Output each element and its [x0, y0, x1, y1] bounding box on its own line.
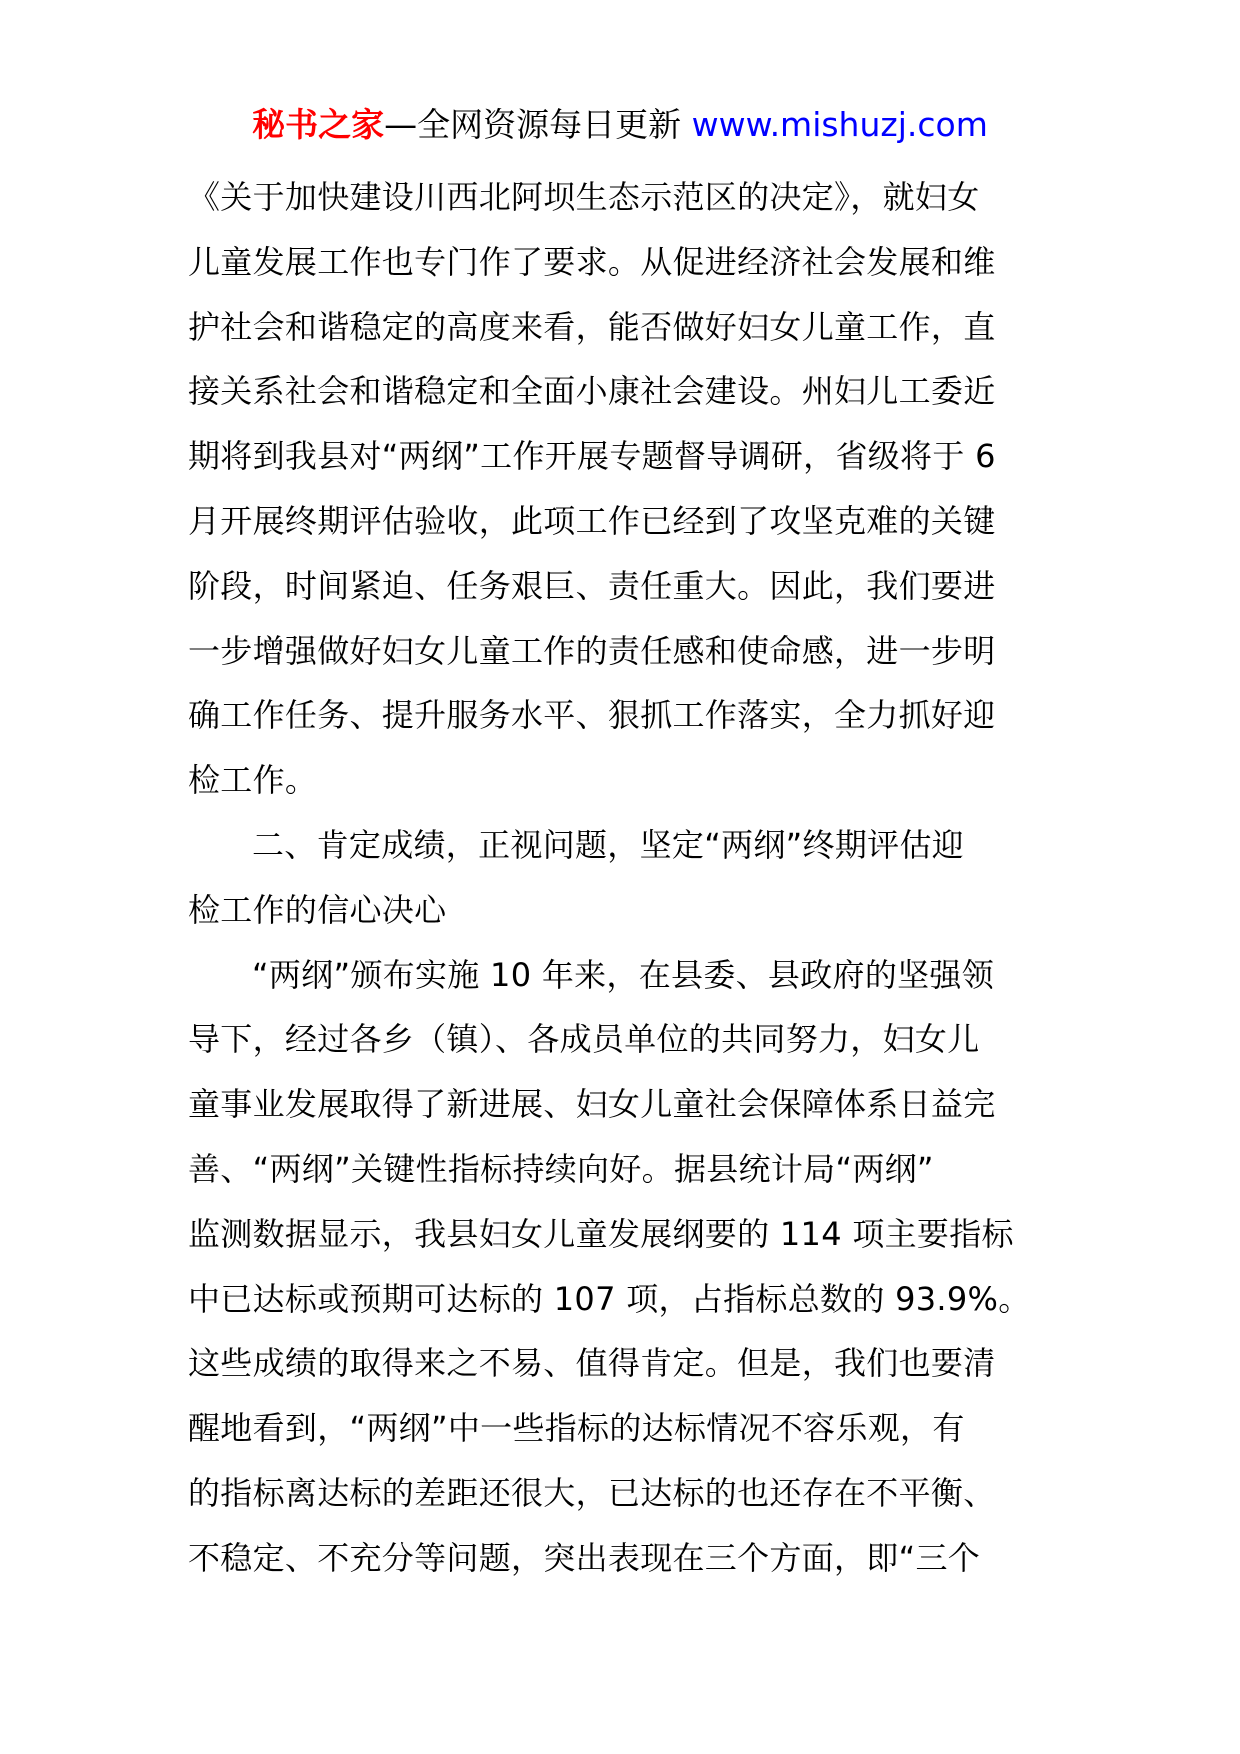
section-heading: 二、肯定成绩，正视问题，坚定“两纲”终期评估迎: [252, 825, 965, 864]
header-tagline: —全网资源每日更新: [384, 105, 682, 144]
body-line: 这些成绩的取得来之不易、值得肯定。但是，我们也要清: [188, 1344, 996, 1383]
page-header: [0, 100, 1240, 150]
body-line: 期将到我县对“两纲”工作开展专题督导调研，省级将于 6: [188, 437, 996, 476]
body-line: 监测数据显示，我县妇女儿童发展纲要的 114 项主要指标: [188, 1214, 1014, 1253]
body-line: 导下，经过各乡（镇）、各成员单位的共同努力，妇女儿: [188, 1020, 980, 1059]
body-line: 中已达标或预期可达标的 107 项，占指标总数的 93.9%。: [188, 1279, 1031, 1318]
brand-name: 秘书之家: [252, 105, 385, 144]
body-line: 童事业发展取得了新进展、妇女儿童社会保障体系日益完: [188, 1085, 996, 1124]
site-url-link[interactable]: www.mishuzj.com: [691, 105, 988, 144]
body-line: 善、“两纲”关键性指标持续向好。据县统计局“两纲”: [188, 1149, 934, 1188]
body-line: “两纲”颁布实施 10 年来，在县委、县政府的坚强领: [252, 955, 995, 994]
body-line: 不稳定、不充分等问题，突出表现在三个方面，即“三个: [188, 1538, 981, 1577]
body-line: 接关系社会和谐稳定和全面小康社会建设。州妇儿工委近: [188, 372, 996, 411]
body-line: 《关于加快建设川西北阿坝生态示范区的决定》，就妇女: [188, 178, 980, 216]
body-line: 阶段，时间紧迫、任务艰巨、责任重大。因此，我们要进: [188, 566, 996, 605]
body-line: 的指标离达标的差距还很大，已达标的也还存在不平衡、: [188, 1473, 996, 1512]
document-body: [188, 165, 1060, 1591]
section-heading-cont: 检工作的信心决心: [188, 890, 447, 929]
body-line: 月开展终期评估验收，此项工作已经到了攻坚克难的关键: [188, 501, 996, 540]
body-line: 护社会和谐稳定的高度来看，能否做好妇女儿童工作，直: [188, 307, 996, 346]
body-line: 儿童发展工作也专门作了要求。从促进经济社会发展和维: [188, 242, 996, 281]
body-line: 确工作任务、提升服务水平、狠抓工作落实，全力抓好迎: [188, 696, 996, 735]
body-line: 一步增强做好妇女儿童工作的责任感和使命感，进一步明: [188, 631, 996, 670]
body-line: 检工作。: [188, 761, 318, 800]
body-line: 醒地看到，“两纲”中一些指标的达标情况不容乐观，有: [188, 1409, 965, 1448]
